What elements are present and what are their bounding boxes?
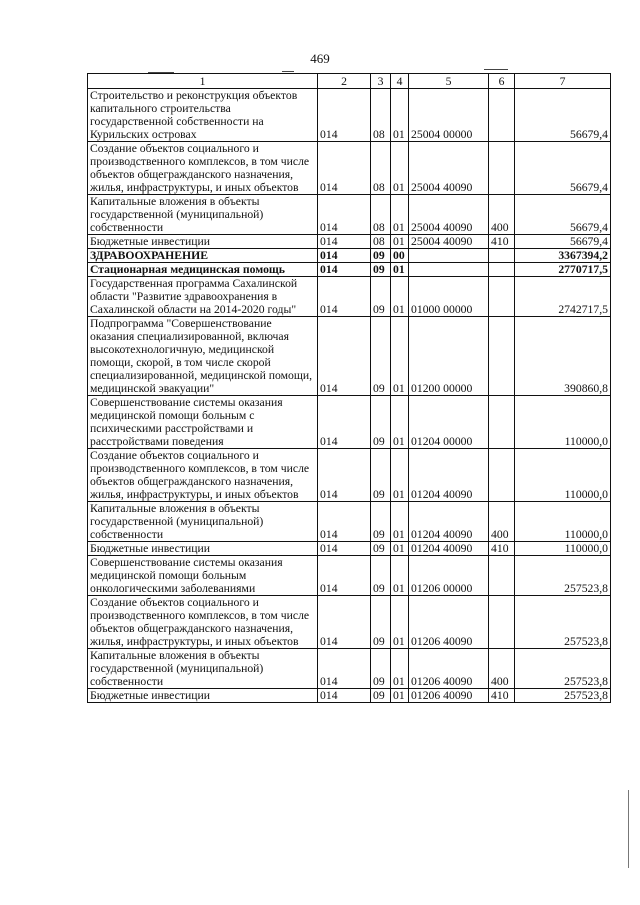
table-row <box>88 142 611 195</box>
table-row <box>88 249 611 263</box>
section-code-cell: 09 <box>371 449 391 502</box>
ministry-code-cell: 014 <box>318 556 371 596</box>
amount-cell: 257523,8 <box>515 689 611 703</box>
amount-cell: 56679,4 <box>515 142 611 195</box>
column-header: 6 <box>489 74 515 89</box>
table-row <box>88 649 611 689</box>
subsection-code-cell: 01 <box>391 317 409 396</box>
column-header: 2 <box>318 74 371 89</box>
expense-type-cell <box>489 249 515 263</box>
ministry-code-cell: 014 <box>318 449 371 502</box>
target-article-cell: 25004 40090 <box>409 235 489 249</box>
item-name-cell: Создание объектов социального и производственного комплексов, в том числе объектов общегражданского назначения, жилья, инфраструктуры, и иных объектов <box>88 596 318 649</box>
ministry-code-cell: 014 <box>318 142 371 195</box>
target-article-cell: 01200 00000 <box>409 317 489 396</box>
item-name-cell: Строительство и реконструкция объектов капитального строительства государственной собственности на Курильских островах <box>88 89 318 142</box>
target-article-cell: 01204 00000 <box>409 396 489 449</box>
subsection-code-cell: 01 <box>391 235 409 249</box>
expense-type-cell: 410 <box>489 689 515 703</box>
target-article-cell <box>409 263 489 277</box>
section-code-cell: 09 <box>371 596 391 649</box>
amount-cell: 2742717,5 <box>515 277 611 317</box>
expense-type-cell: 410 <box>489 542 515 556</box>
subsection-code-cell: 00 <box>391 249 409 263</box>
subsection-code-cell: 01 <box>391 502 409 542</box>
amount-cell: 257523,8 <box>515 649 611 689</box>
expense-type-cell <box>489 449 515 502</box>
amount-cell: 110000,0 <box>515 449 611 502</box>
target-article-cell: 01204 40090 <box>409 502 489 542</box>
table-row <box>88 542 611 556</box>
table-row <box>88 689 611 703</box>
section-code-cell: 09 <box>371 317 391 396</box>
ministry-code-cell: 014 <box>318 542 371 556</box>
amount-cell: 3367394,2 <box>515 249 611 263</box>
expense-type-cell: 400 <box>489 649 515 689</box>
column-header: 3 <box>371 74 391 89</box>
target-article-cell: 01000 00000 <box>409 277 489 317</box>
section-code-cell: 08 <box>371 235 391 249</box>
section-code-cell: 09 <box>371 689 391 703</box>
amount-cell: 257523,8 <box>515 596 611 649</box>
target-article-cell: 01206 00000 <box>409 556 489 596</box>
amount-cell: 56679,4 <box>515 89 611 142</box>
target-article-cell: 01206 40090 <box>409 689 489 703</box>
target-article-cell: 25004 40090 <box>409 195 489 235</box>
item-name-cell: ЗДРАВООХРАНЕНИЕ <box>88 249 318 263</box>
subsection-code-cell: 01 <box>391 277 409 317</box>
section-code-cell: 09 <box>371 542 391 556</box>
target-article-cell: 01206 40090 <box>409 649 489 689</box>
expense-type-cell: 400 <box>489 502 515 542</box>
scan-edge-line <box>628 790 629 868</box>
ministry-code-cell: 014 <box>318 195 371 235</box>
section-code-cell: 08 <box>371 142 391 195</box>
subsection-code-cell: 01 <box>391 89 409 142</box>
item-name-cell: Капитальные вложения в объекты государственной (муниципальной) собственности <box>88 649 318 689</box>
column-header: 1 <box>88 74 318 89</box>
ministry-code-cell: 014 <box>318 596 371 649</box>
budget-table <box>87 73 611 703</box>
item-name-cell: Подпрограмма "Совершенствование оказания специализированной, включая высокотехнологичную, медицинской помощи, скорой, в том числе скорой специализированной, медицинской помощи, медицинской эвакуации" <box>88 317 318 396</box>
item-name-cell: Капитальные вложения в объекты государственной (муниципальной) собственности <box>88 502 318 542</box>
ministry-code-cell: 014 <box>318 396 371 449</box>
section-code-cell: 09 <box>371 649 391 689</box>
section-code-cell: 08 <box>371 195 391 235</box>
expense-type-cell: 410 <box>489 235 515 249</box>
item-name-cell: Бюджетные инвестиции <box>88 542 318 556</box>
table-row <box>88 277 611 317</box>
item-name-cell: Стационарная медицинская помощь <box>88 263 318 277</box>
table-row <box>88 556 611 596</box>
table-row <box>88 449 611 502</box>
subsection-code-cell: 01 <box>391 142 409 195</box>
item-name-cell: Капитальные вложения в объекты государственной (муниципальной) собственности <box>88 195 318 235</box>
amount-cell: 110000,0 <box>515 502 611 542</box>
table-row <box>88 89 611 142</box>
amount-cell: 257523,8 <box>515 556 611 596</box>
table-row <box>88 396 611 449</box>
ministry-code-cell: 014 <box>318 502 371 542</box>
item-name-cell: Бюджетные инвестиции <box>88 689 318 703</box>
column-header: 5 <box>409 74 489 89</box>
column-header: 7 <box>515 74 611 89</box>
amount-cell: 110000,0 <box>515 396 611 449</box>
expense-type-cell <box>489 396 515 449</box>
subsection-code-cell: 01 <box>391 556 409 596</box>
table-row <box>88 235 611 249</box>
section-code-cell: 09 <box>371 263 391 277</box>
expense-type-cell <box>489 277 515 317</box>
amount-cell: 390860,8 <box>515 317 611 396</box>
ministry-code-cell: 014 <box>318 649 371 689</box>
ministry-code-cell: 014 <box>318 689 371 703</box>
item-name-cell: Создание объектов социального и производственного комплексов, в том числе объектов общегражданского назначения, жилья, инфраструктуры, и иных объектов <box>88 142 318 195</box>
section-code-cell: 09 <box>371 249 391 263</box>
item-name-cell: Создание объектов социального и производственного комплексов, в том числе объектов общегражданского назначения, жилья, инфраструктуры, и иных объектов <box>88 449 318 502</box>
subsection-code-cell: 01 <box>391 596 409 649</box>
scan-artifact-line <box>484 69 508 70</box>
ministry-code-cell: 014 <box>318 249 371 263</box>
ministry-code-cell: 014 <box>318 235 371 249</box>
scan-artifact-line <box>282 71 294 72</box>
table-body <box>88 89 611 703</box>
expense-type-cell <box>489 142 515 195</box>
table-row <box>88 317 611 396</box>
expense-type-cell <box>489 556 515 596</box>
section-code-cell: 09 <box>371 277 391 317</box>
table-row <box>88 263 611 277</box>
subsection-code-cell: 01 <box>391 649 409 689</box>
section-code-cell: 09 <box>371 556 391 596</box>
item-name-cell: Бюджетные инвестиции <box>88 235 318 249</box>
expense-type-cell <box>489 263 515 277</box>
target-article-cell <box>409 249 489 263</box>
target-article-cell: 01204 40090 <box>409 449 489 502</box>
section-code-cell: 09 <box>371 396 391 449</box>
amount-cell: 2770717,5 <box>515 263 611 277</box>
item-name-cell: Совершенствование системы оказания медицинской помощи больным онкологическими заболеваниями <box>88 556 318 596</box>
target-article-cell: 01204 40090 <box>409 542 489 556</box>
ministry-code-cell: 014 <box>318 89 371 142</box>
page-number: 469 <box>310 51 330 66</box>
section-code-cell: 08 <box>371 89 391 142</box>
expense-type-cell <box>489 596 515 649</box>
subsection-code-cell: 01 <box>391 396 409 449</box>
item-name-cell: Государственная программа Сахалинской области "Развитие здравоохранения в Сахалинской области на 2014-2020 годы" <box>88 277 318 317</box>
ministry-code-cell: 014 <box>318 317 371 396</box>
subsection-code-cell: 01 <box>391 195 409 235</box>
table-row <box>88 195 611 235</box>
ministry-code-cell: 014 <box>318 277 371 317</box>
target-article-cell: 25004 00000 <box>409 89 489 142</box>
amount-cell: 110000,0 <box>515 542 611 556</box>
subsection-code-cell: 01 <box>391 263 409 277</box>
table-header-row <box>88 74 611 89</box>
amount-cell: 56679,4 <box>515 195 611 235</box>
column-header: 4 <box>391 74 409 89</box>
subsection-code-cell: 01 <box>391 449 409 502</box>
target-article-cell: 01206 40090 <box>409 596 489 649</box>
expense-type-cell: 400 <box>489 195 515 235</box>
item-name-cell: Совершенствование системы оказания медицинской помощи больным с психическими расстройствами и расстройствами поведения <box>88 396 318 449</box>
expense-type-cell <box>489 89 515 142</box>
table-row <box>88 596 611 649</box>
table-row <box>88 502 611 542</box>
expense-type-cell <box>489 317 515 396</box>
section-code-cell: 09 <box>371 502 391 542</box>
ministry-code-cell: 014 <box>318 263 371 277</box>
amount-cell: 56679,4 <box>515 235 611 249</box>
target-article-cell: 25004 40090 <box>409 142 489 195</box>
subsection-code-cell: 01 <box>391 689 409 703</box>
subsection-code-cell: 01 <box>391 542 409 556</box>
